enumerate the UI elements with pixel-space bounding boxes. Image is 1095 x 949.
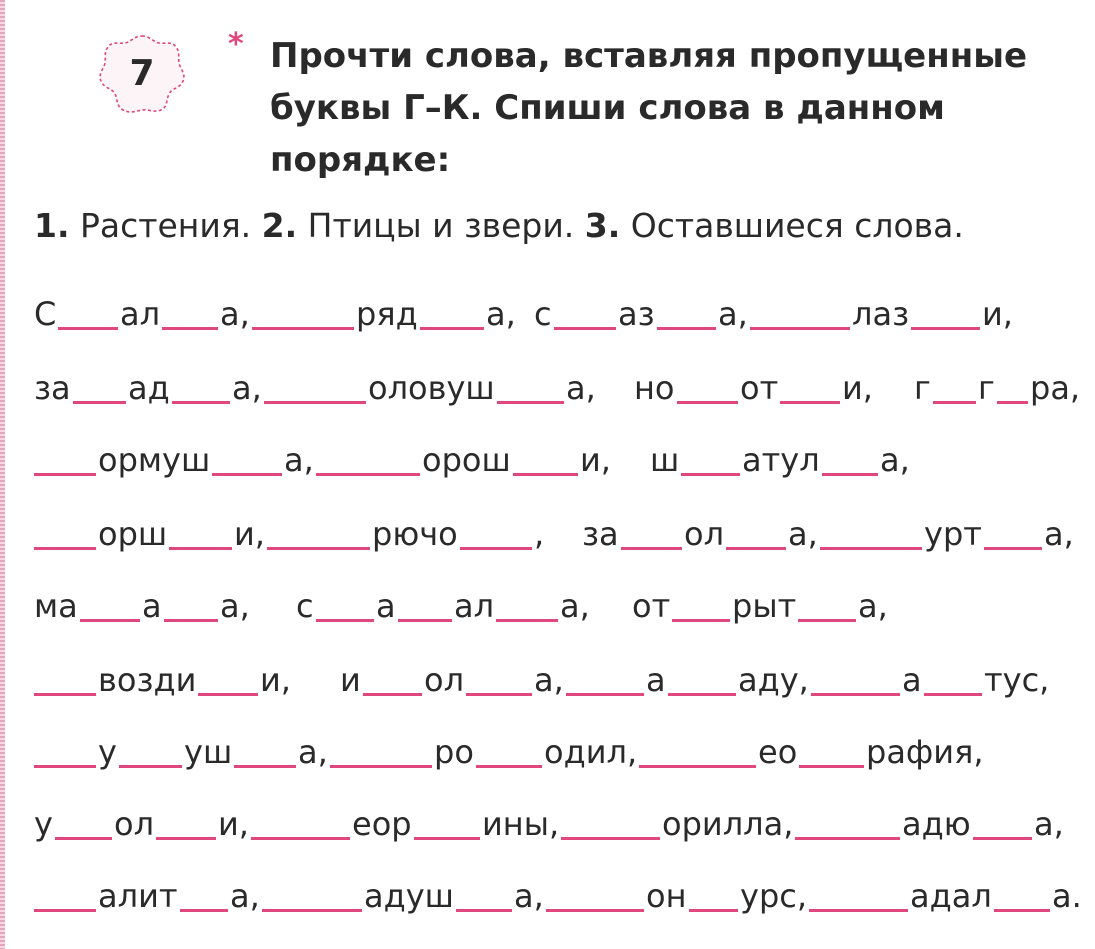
missing-letter-blank[interactable] bbox=[252, 327, 354, 330]
word-fragment: а, bbox=[718, 295, 748, 333]
missing-letter-blank[interactable] bbox=[264, 401, 366, 404]
word-fragment: адю bbox=[902, 805, 971, 843]
missing-letter-blank[interactable] bbox=[496, 619, 558, 622]
category-label: Растения. bbox=[80, 206, 252, 245]
word-fragment: с bbox=[534, 295, 552, 333]
word-fragment: от bbox=[740, 369, 779, 407]
word-fragment: возди bbox=[98, 661, 197, 699]
word-fragment: аду, bbox=[738, 661, 809, 699]
missing-letter-blank[interactable] bbox=[809, 909, 908, 912]
word-fragment: а, bbox=[1034, 805, 1064, 843]
missing-letter-blank[interactable] bbox=[172, 401, 230, 404]
word-fragment: а bbox=[376, 587, 396, 625]
word-fragment: ал bbox=[454, 587, 495, 625]
word-fragment: одил, bbox=[544, 733, 638, 771]
missing-letter-blank[interactable] bbox=[811, 693, 900, 696]
word-fragment: урт bbox=[924, 515, 982, 553]
word-fragment: ал bbox=[120, 295, 161, 333]
word-fragment: за bbox=[34, 369, 71, 407]
missing-letter-blank[interactable] bbox=[657, 327, 716, 330]
missing-letter-blank[interactable] bbox=[681, 473, 740, 476]
missing-letter-blank[interactable] bbox=[34, 909, 96, 912]
page-margin-strip bbox=[0, 0, 5, 949]
word-fragment: а. bbox=[1052, 877, 1082, 915]
missing-letter-blank[interactable] bbox=[668, 693, 736, 696]
missing-letter-blank[interactable] bbox=[994, 909, 1050, 912]
word-fragment: тус, bbox=[984, 661, 1050, 699]
word-fragment: и, bbox=[234, 515, 265, 553]
missing-letter-blank[interactable] bbox=[198, 693, 258, 696]
missing-letter-blank[interactable] bbox=[466, 693, 532, 696]
word-fragment: ол bbox=[684, 515, 725, 553]
word-fragment: и, bbox=[982, 295, 1013, 333]
missing-letter-blank[interactable] bbox=[55, 837, 112, 840]
missing-letter-blank[interactable] bbox=[554, 327, 616, 330]
missing-letter-blank[interactable] bbox=[820, 547, 922, 550]
missing-letter-blank[interactable] bbox=[497, 401, 564, 404]
missing-letter-blank[interactable] bbox=[34, 765, 96, 768]
word-fragment: а, bbox=[284, 441, 314, 479]
missing-letter-blank[interactable] bbox=[398, 619, 452, 622]
missing-letter-blank[interactable] bbox=[164, 619, 218, 622]
missing-letter-blank[interactable] bbox=[169, 547, 232, 550]
missing-letter-blank[interactable] bbox=[924, 693, 982, 696]
word-fragment: оловуш bbox=[368, 369, 495, 407]
missing-letter-blank[interactable] bbox=[911, 327, 980, 330]
missing-letter-blank[interactable] bbox=[316, 619, 374, 622]
word-fragment: а bbox=[902, 661, 922, 699]
missing-letter-blank[interactable] bbox=[262, 909, 362, 912]
missing-letter-blank[interactable] bbox=[798, 619, 856, 622]
word-fragment: от bbox=[632, 587, 671, 625]
missing-letter-blank[interactable] bbox=[476, 765, 542, 768]
word-fragment: а, bbox=[230, 877, 260, 915]
missing-letter-blank[interactable] bbox=[726, 547, 786, 550]
word-fragment: а, bbox=[220, 295, 250, 333]
word-fragment: и, bbox=[842, 369, 873, 407]
task-number-badge bbox=[98, 32, 186, 114]
category-label: Оставшиеся слова. bbox=[630, 206, 964, 245]
word-fragment: атул bbox=[742, 441, 820, 479]
missing-letter-blank[interactable] bbox=[795, 837, 900, 840]
missing-letter-blank[interactable] bbox=[689, 909, 739, 912]
categories-line bbox=[34, 200, 1084, 252]
missing-letter-blank[interactable] bbox=[822, 473, 878, 476]
missing-letter-blank[interactable] bbox=[639, 765, 756, 768]
missing-letter-blank[interactable] bbox=[251, 837, 350, 840]
word-fragment: а, bbox=[880, 441, 910, 479]
missing-letter-blank[interactable] bbox=[267, 547, 370, 550]
missing-letter-blank[interactable] bbox=[162, 327, 218, 330]
missing-letter-blank[interactable] bbox=[933, 401, 976, 404]
word-fragment: и, bbox=[260, 661, 291, 699]
word-fragment: а, bbox=[298, 733, 328, 771]
word-fragment: адуш bbox=[364, 877, 454, 915]
missing-letter-blank[interactable] bbox=[546, 909, 644, 912]
word-fragment: г bbox=[914, 369, 931, 407]
missing-letter-blank[interactable] bbox=[799, 765, 864, 768]
missing-letter-blank[interactable] bbox=[363, 693, 422, 696]
missing-letter-blank[interactable] bbox=[750, 327, 850, 330]
word-fragment: а, bbox=[858, 587, 888, 625]
word-fragment: и, bbox=[218, 805, 249, 843]
word-fragment: а, bbox=[232, 369, 262, 407]
word-fragment: за bbox=[582, 515, 619, 553]
word-fragment: а, bbox=[514, 877, 544, 915]
category-number: 3. bbox=[584, 206, 621, 245]
task-title: Прочти слова, вставляя пропущенные буквы Г–К. Спиши слова в данном порядке: bbox=[270, 36, 1027, 180]
word-fragment: ряд bbox=[356, 295, 418, 333]
missing-letter-blank[interactable] bbox=[119, 765, 182, 768]
word-fragment: у bbox=[98, 733, 117, 771]
word-fragment: орилла, bbox=[662, 805, 794, 843]
word-fragment: рыт bbox=[732, 587, 797, 625]
missing-letter-blank[interactable] bbox=[420, 327, 484, 330]
word-fragment: но bbox=[634, 369, 675, 407]
missing-letter-blank[interactable] bbox=[316, 473, 420, 476]
missing-letter-blank[interactable] bbox=[672, 619, 730, 622]
word-fragment: ол bbox=[114, 805, 155, 843]
word-fragment: алит bbox=[98, 877, 178, 915]
word-fragment: он bbox=[646, 877, 687, 915]
missing-letter-blank[interactable] bbox=[330, 765, 432, 768]
missing-letter-blank[interactable] bbox=[677, 401, 739, 404]
missing-letter-blank[interactable] bbox=[973, 837, 1032, 840]
missing-letter-blank[interactable] bbox=[180, 909, 229, 912]
missing-letter-blank[interactable] bbox=[234, 765, 296, 768]
word-fragment: а, bbox=[220, 587, 250, 625]
word-fragment: , bbox=[534, 515, 545, 553]
missing-letter-blank[interactable] bbox=[414, 837, 480, 840]
word-fragment: ол bbox=[424, 661, 465, 699]
task-number: 7 bbox=[129, 52, 155, 94]
word-fragment: а, bbox=[788, 515, 818, 553]
word-fragment: и, bbox=[580, 441, 611, 479]
word-fragment: аз bbox=[618, 295, 655, 333]
word-fragment: а, bbox=[1044, 515, 1074, 553]
missing-letter-blank[interactable] bbox=[156, 837, 216, 840]
word-fragment: орш bbox=[98, 515, 168, 553]
missing-letter-blank[interactable] bbox=[34, 473, 96, 476]
word-fragment: рафия, bbox=[866, 733, 984, 771]
word-fragment: и bbox=[340, 661, 361, 699]
word-fragment: а, bbox=[534, 661, 564, 699]
missing-letter-blank[interactable] bbox=[73, 401, 126, 404]
word-fragment: орош bbox=[422, 441, 511, 479]
missing-letter-blank[interactable] bbox=[566, 693, 644, 696]
word-fragment: ш bbox=[650, 441, 680, 479]
missing-letter-blank[interactable] bbox=[212, 473, 282, 476]
word-fragment: а, bbox=[566, 369, 596, 407]
missing-letter-blank[interactable] bbox=[513, 473, 578, 476]
word-fragment: ины, bbox=[482, 805, 560, 843]
missing-letter-blank[interactable] bbox=[984, 547, 1042, 550]
word-fragment: лаз bbox=[852, 295, 910, 333]
word-fragment: у bbox=[34, 805, 53, 843]
word-fragment: урс, bbox=[740, 877, 808, 915]
missing-letter-blank[interactable] bbox=[780, 401, 840, 404]
missing-letter-blank[interactable] bbox=[80, 619, 140, 622]
missing-letter-blank[interactable] bbox=[34, 693, 96, 696]
word-fragment: с bbox=[296, 587, 314, 625]
word-fragment: ад bbox=[128, 369, 170, 407]
word-fragment: а bbox=[646, 661, 666, 699]
missing-letter-blank[interactable] bbox=[460, 547, 532, 550]
word-fragment: а, bbox=[560, 587, 590, 625]
word-fragment: ма bbox=[34, 587, 78, 625]
word-fragment: уш bbox=[184, 733, 233, 771]
word-fragment: ро bbox=[434, 733, 474, 771]
category-number: 1. bbox=[34, 206, 70, 245]
missing-letter-blank[interactable] bbox=[34, 547, 96, 550]
missing-letter-blank[interactable] bbox=[997, 401, 1028, 404]
missing-letter-blank[interactable] bbox=[621, 547, 682, 550]
word-fragment: а bbox=[142, 587, 162, 625]
missing-letter-blank[interactable] bbox=[561, 837, 660, 840]
category-label: Птицы и звери. bbox=[307, 206, 575, 245]
word-fragment: ео bbox=[758, 733, 798, 771]
word-fragment: рючо bbox=[372, 515, 458, 553]
missing-letter-blank[interactable] bbox=[456, 909, 512, 912]
word-fragment: а, bbox=[486, 295, 516, 333]
word-fragment: г bbox=[978, 369, 995, 407]
word-fragment: С bbox=[34, 295, 57, 333]
word-fragment: еор bbox=[352, 805, 412, 843]
word-fragment: ормуш bbox=[98, 441, 211, 479]
word-fragment: ра, bbox=[1030, 369, 1081, 407]
difficulty-star-icon: * bbox=[228, 27, 244, 62]
category-number: 2. bbox=[261, 206, 298, 245]
missing-letter-blank[interactable] bbox=[58, 327, 118, 330]
word-fragment: адал bbox=[910, 877, 992, 915]
